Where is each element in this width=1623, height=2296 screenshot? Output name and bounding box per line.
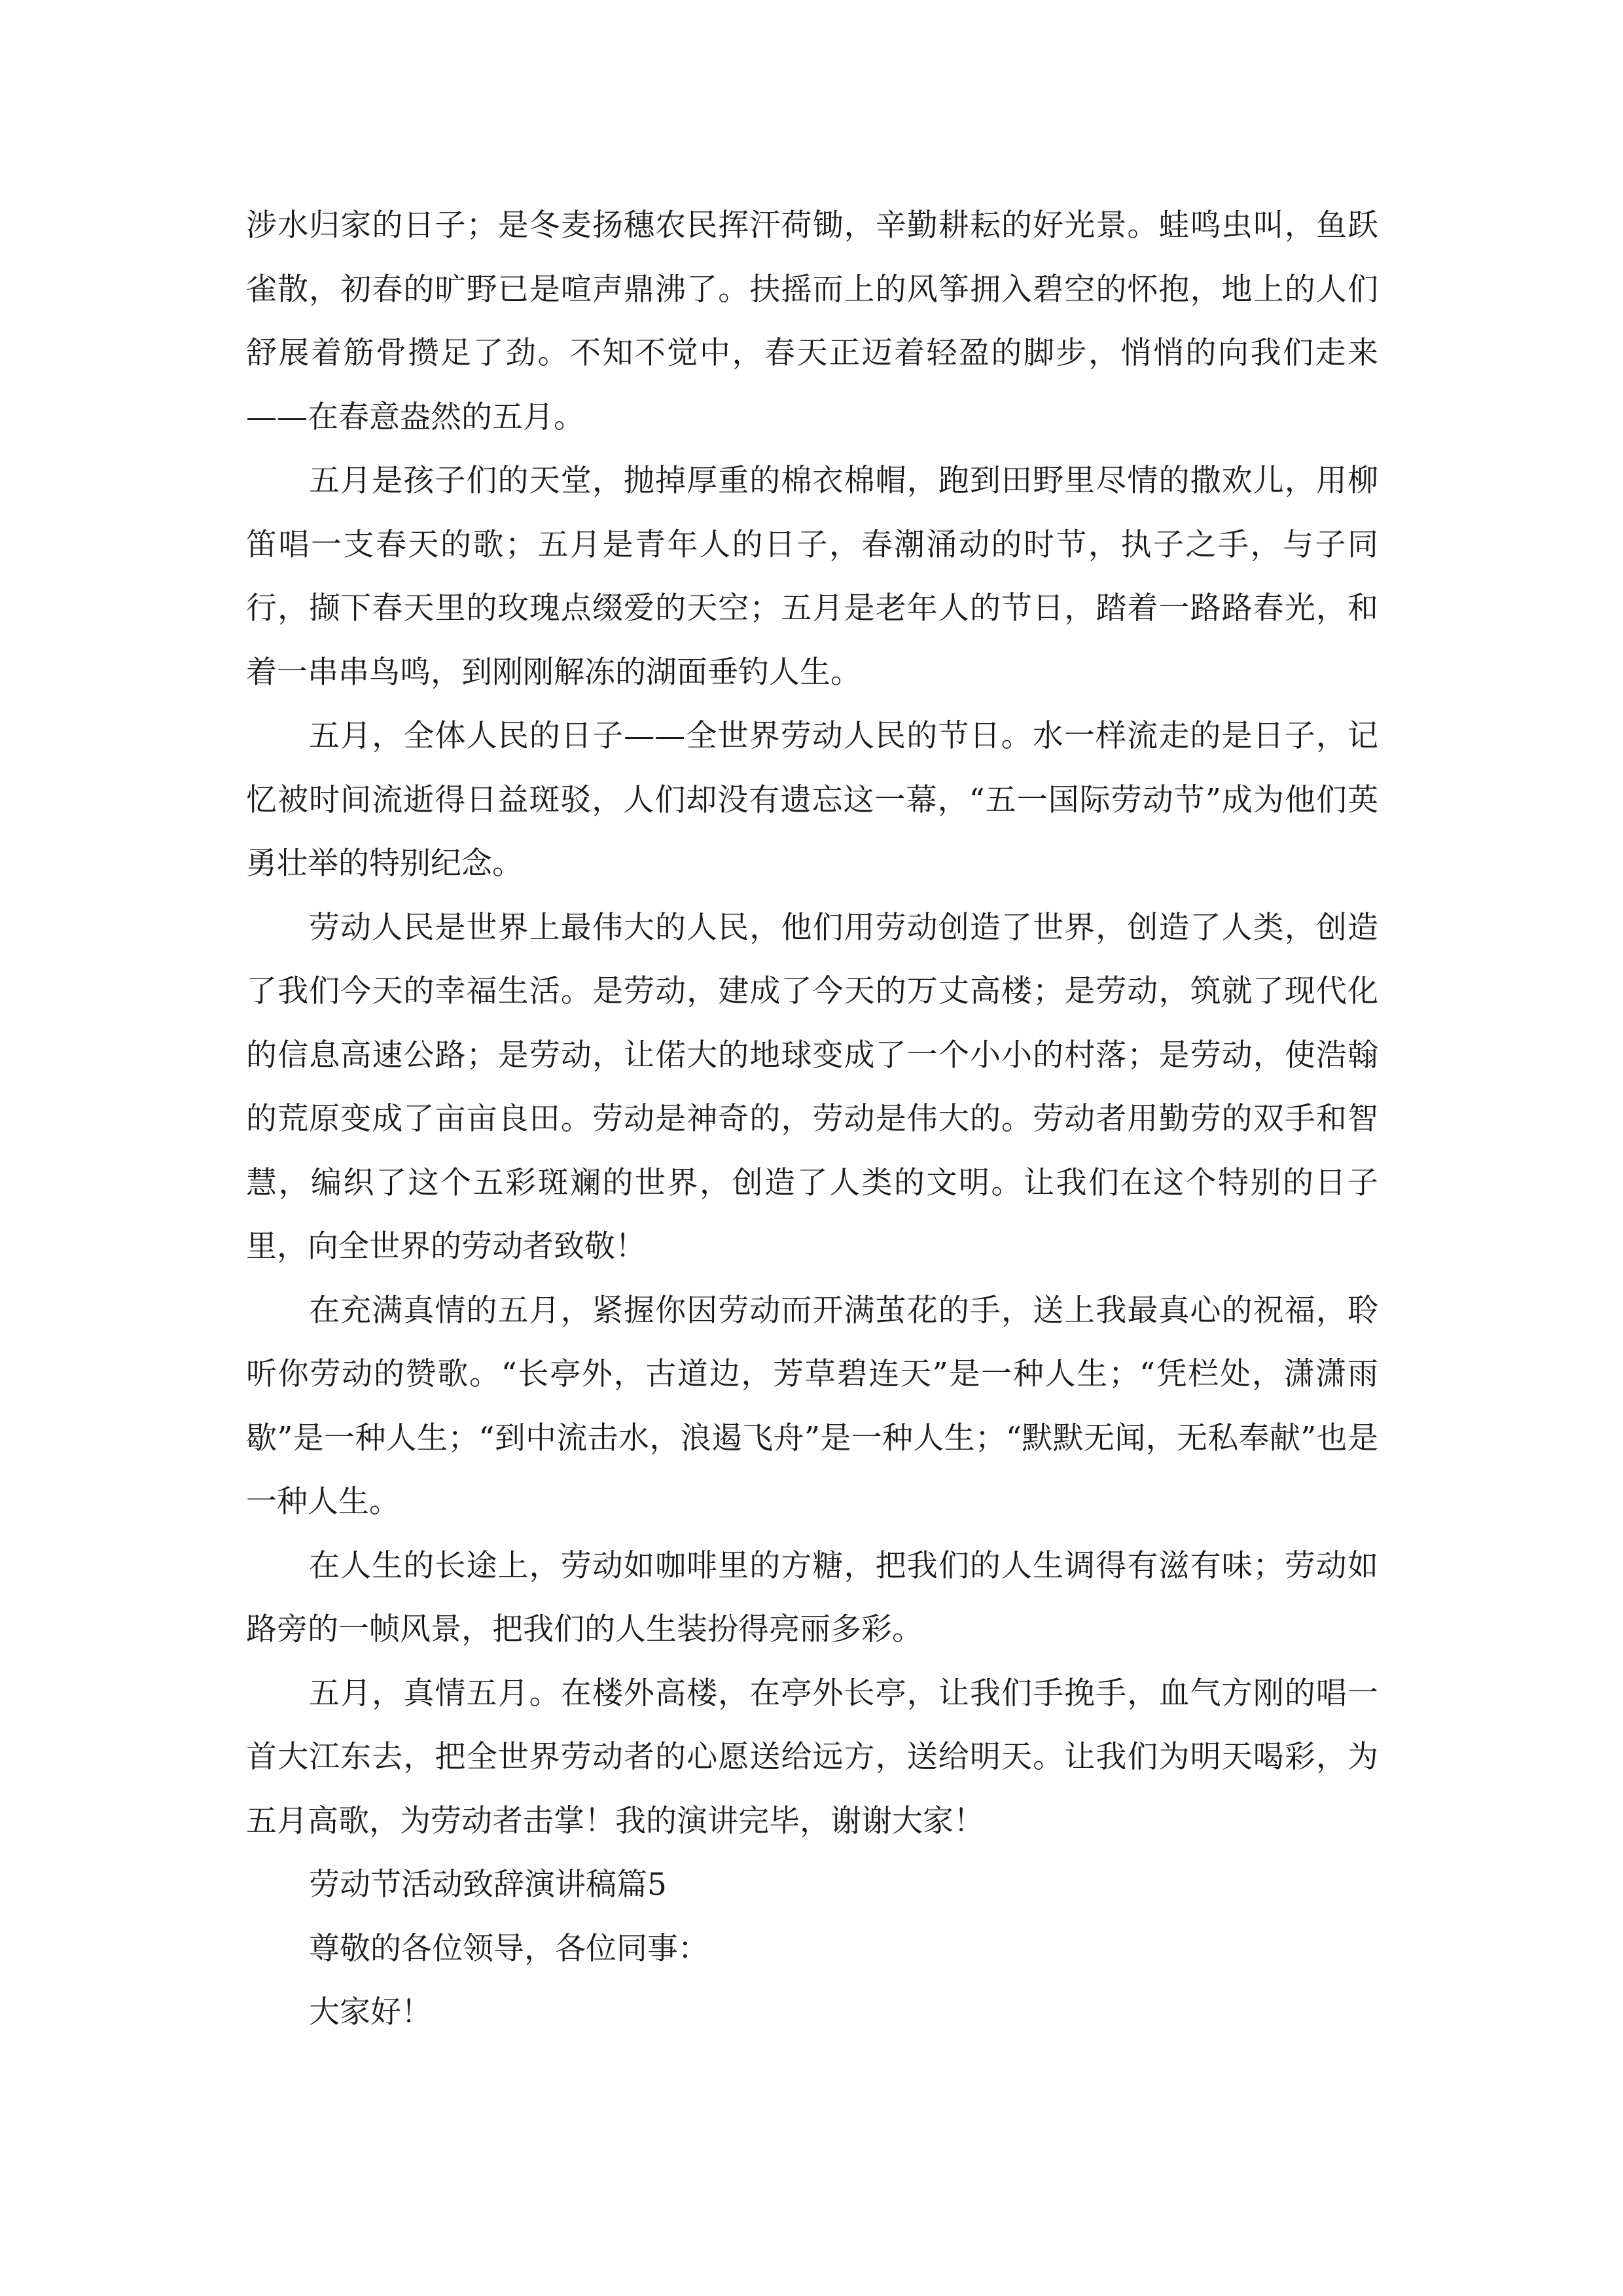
document-body bbox=[246, 194, 1378, 2045]
paragraph-continuation: 涉水归家的日子；是冬麦扬穗农民挥汗荷锄，辛勤耕耘的好光景。蛙鸣虫叫，鱼跃雀散，初春的旷野已是喧声鼎沸了。扶摇而上的风筝拥入碧空的怀抱，地上的人们舒展着筋骨攒足了劲。不知不觉中，春天正迈着轻盈的脚步，悄悄的向我们走来——在春意盎然的五月。 bbox=[246, 207, 1378, 435]
salutation: 尊敬的各位领导，各位同事： bbox=[309, 1930, 709, 1967]
greeting: 大家好！ bbox=[309, 1994, 432, 2030]
paragraph-life-journey: 在人生的长途上，劳动如咖啡里的方糖，把我们的人生调得有滋有味；劳动如路旁的一帧风景，把我们的人生装扮得亮丽多彩。 bbox=[246, 1547, 1378, 1647]
paragraph-closing: 五月，真情五月。在楼外高楼，在亭外长亭，让我们手挽手，血气方刚的唱一首大江东去，把全世界劳动者的心愿送给远方，送给明天。让我们为明天喝彩，为五月高歌，为劳动者击掌！我的演讲完毕，谢谢大家！ bbox=[246, 1675, 1378, 1839]
paragraph-blessing: 在充满真情的五月，紧握你因劳动而开满茧花的手，送上我最真心的祝福，聆听你劳动的赞歌。“长亭外，古道边，芳草碧连天”是一种人生；“凭栏处，潇潇雨歇”是一种人生；“到中流击水，浪遏飞舟”是一种人生；“默默无闻，无私奉献”也是一种人生。 bbox=[246, 1292, 1378, 1520]
paragraph-may-generations: 五月是孩子们的天堂，抛掉厚重的棉衣棉帽，跑到田野里尽情的撒欢儿，用柳笛唱一支春天的歌；五月是青年人的日子，春潮涌动的时节，执子之手，与子同行，撷下春天里的玫瑰点缀爱的天空；五月是老年人的节日，踏着一路路春光，和着一串串鸟鸣，到刚刚解冻的湖面垂钓人生。 bbox=[246, 463, 1378, 691]
section-heading: 劳动节活动致辞演讲稿篇5 bbox=[309, 1867, 667, 1903]
paragraph-labor-people: 劳动人民是世界上最伟大的人民，他们用劳动创造了世界，创造了人类，创造了我们今天的幸福生活。是劳动，建成了今天的万丈高楼；是劳动，筑就了现代化的信息高速公路；是劳动，让偌大的地球变成了一个小小的村落；是劳动，使浩翰的荒原变成了亩亩良田。劳动是神奇的，劳动是伟大的。劳动者用勤劳的双手和智慧，编织了这个五彩斑斓的世界，创造了人类的文明。让我们在这个特别的日子里，向全世界的劳动者致敬！ bbox=[246, 909, 1378, 1265]
paragraph-labor-day: 五月，全体人民的日子——全世界劳动人民的节日。水一样流走的是日子，记忆被时间流逝得日益斑驳，人们却没有遗忘这一幕，“五一国际劳动节”成为他们英勇壮举的特别纪念。 bbox=[246, 718, 1378, 882]
